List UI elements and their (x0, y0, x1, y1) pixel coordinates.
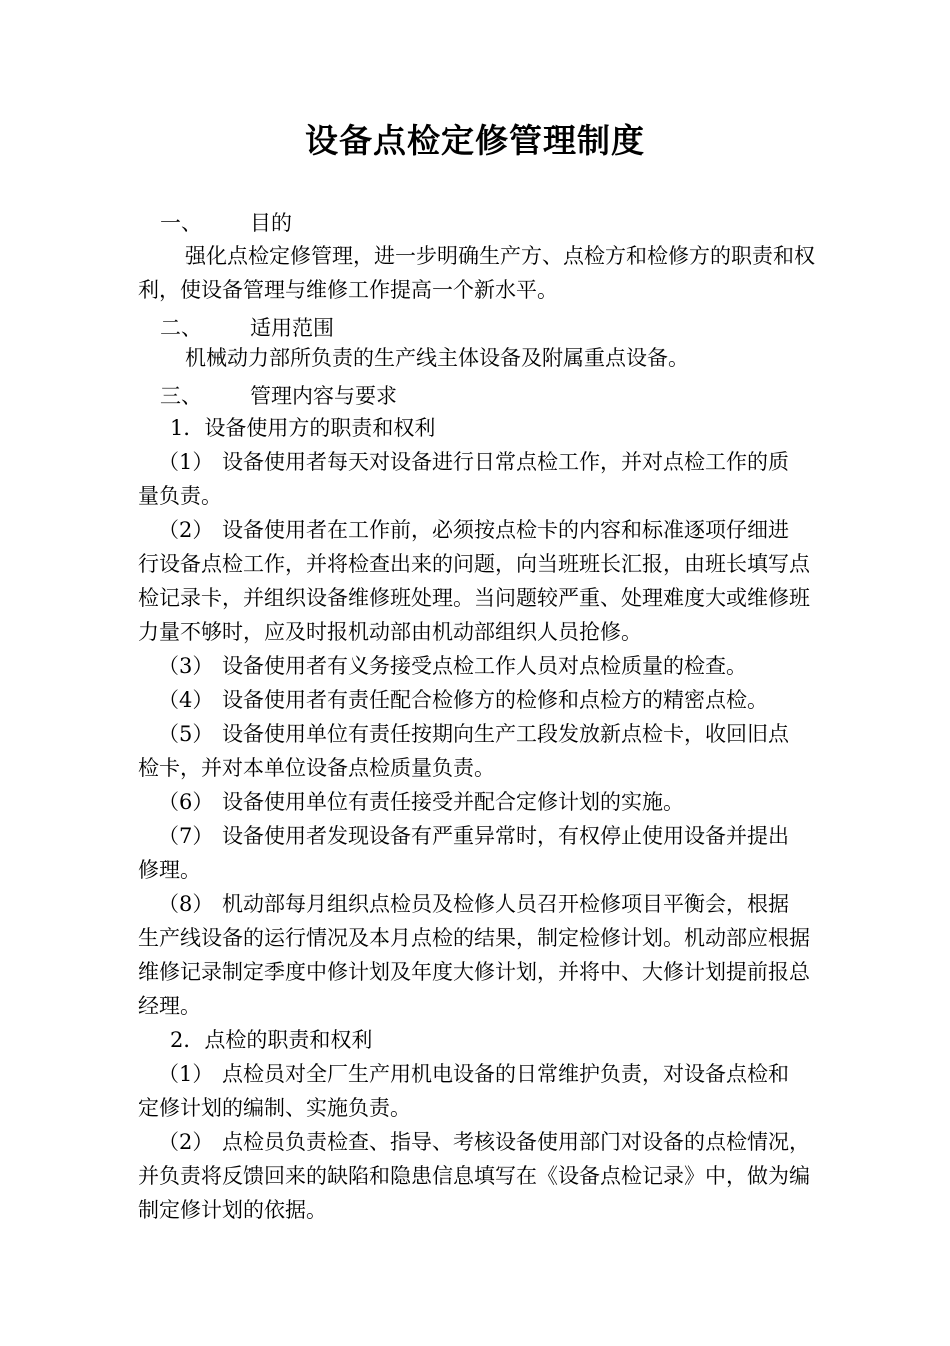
paragraph-line: 检卡，并对本单位设备点检质量负责。 (138, 756, 495, 780)
item-text: 设备使用者有责任配合检修方的检修和点检方的精密点检。 (222, 688, 768, 712)
paragraph-line: 定修计划的编制、实施负责。 (138, 1096, 411, 1120)
subsection-heading: 1．设备使用方的职责和权利 (170, 416, 436, 440)
paragraph-line: 行设备点检工作，并将检查出来的问题，向当班班长汇报，由班长填写点 (138, 552, 810, 576)
item-text: 点检员负责检查、指导、考核设备使用部门对设备的点检情况， (222, 1130, 810, 1154)
list-item (158, 892, 878, 916)
subsection-heading: 2．点检的职责和权利 (170, 1028, 373, 1052)
paragraph-line: 制定修计划的依据。 (138, 1198, 327, 1222)
paragraph-line: 检记录卡，并组织设备维修班处理。当问题较严重、处理难度大或维修班 (138, 586, 810, 610)
item-text: 设备使用单位有责任接受并配合定修计划的实施。 (222, 790, 684, 814)
item-text: 点检员对全厂生产用机电设备的日常维护负责，对设备点检和 (222, 1062, 789, 1086)
section-number: 一、 (160, 211, 202, 235)
item-number: （2） (158, 1130, 214, 1154)
item-text: 设备使用者每天对设备进行日常点检工作，并对点检工作的质 (222, 450, 789, 474)
section-label: 管理内容与要求 (250, 384, 397, 408)
list-item (158, 688, 878, 712)
section-heading-requirements (160, 380, 397, 410)
item-number: （3） (158, 654, 214, 678)
item-text: 机动部每月组织点检员及检修人员召开检修项目平衡会，根据 (222, 892, 789, 916)
paragraph-line: 利，使设备管理与维修工作提高一个新水平。 (138, 278, 558, 302)
paragraph-line: 强化点检定修管理，进一步明确生产方、点检方和检修方的职责和权 (185, 244, 815, 268)
item-text: 设备使用者在工作前，必须按点检卡的内容和标准逐项仔细进 (222, 518, 789, 542)
item-number: （1） (158, 450, 214, 474)
paragraph-line: 力量不够时，应及时报机动部由机动部组织人员抢修。 (138, 620, 642, 644)
list-item (158, 824, 878, 848)
paragraph-line: 经理。 (138, 994, 201, 1018)
item-text: 设备使用者发现设备有严重异常时，有权停止使用设备并提出 (222, 824, 789, 848)
list-item (158, 450, 878, 474)
list-item (158, 790, 878, 814)
item-number: （8） (158, 892, 214, 916)
item-text: 设备使用单位有责任按期向生产工段发放新点检卡，收回旧点 (222, 722, 789, 746)
item-number: （6） (158, 790, 214, 814)
item-number: （1） (158, 1062, 214, 1086)
item-number: （7） (158, 824, 214, 848)
paragraph-line: 机械动力部所负责的生产线主体设备及附属重点设备。 (185, 346, 689, 370)
section-label: 适用范围 (250, 316, 334, 340)
section-number: 三、 (160, 384, 202, 408)
section-number: 二、 (160, 316, 202, 340)
item-number: （5） (158, 722, 214, 746)
page-title: 设备点检定修管理制度 (305, 121, 645, 160)
list-item (158, 1062, 878, 1086)
list-item (158, 722, 878, 746)
paragraph-line: 修理。 (138, 858, 201, 882)
item-number: （2） (158, 518, 214, 542)
list-item (158, 518, 878, 542)
section-heading-purpose (160, 207, 292, 237)
paragraph-line: 维修记录制定季度中修计划及年度大修计划，并将中、大修计划提前报总 (138, 960, 810, 984)
section-label: 目的 (250, 211, 292, 235)
list-item (158, 654, 878, 678)
item-number: （4） (158, 688, 214, 712)
section-heading-scope (160, 312, 334, 342)
paragraph-line: 量负责。 (138, 484, 222, 508)
paragraph-line: 并负责将反馈回来的缺陷和隐患信息填写在《设备点检记录》中，做为编 (138, 1164, 810, 1188)
paragraph-line: 生产线设备的运行情况及本月点检的结果，制定检修计划。机动部应根据 (138, 926, 810, 950)
list-item (158, 1130, 878, 1154)
item-text: 设备使用者有义务接受点检工作人员对点检质量的检查。 (222, 654, 747, 678)
